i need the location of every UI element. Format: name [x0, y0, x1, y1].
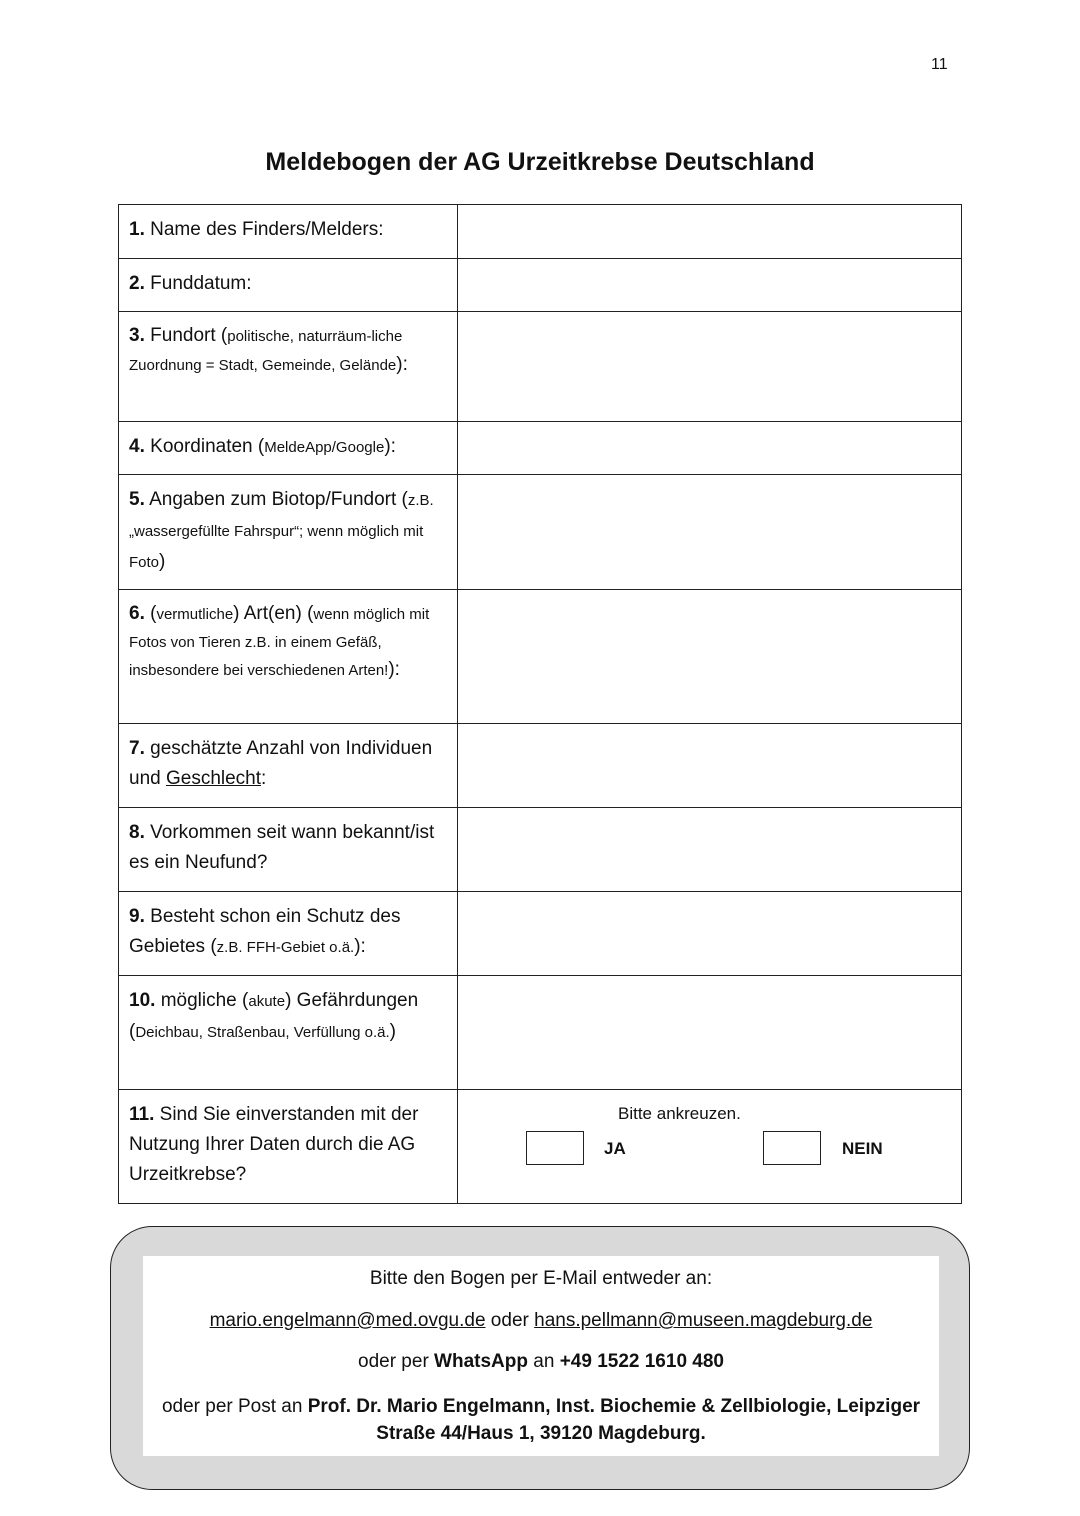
question-end: ):: [388, 659, 400, 680]
question-end: :: [261, 768, 267, 789]
occurrence-answer-field[interactable]: [458, 808, 962, 892]
question-note: z.B. „wassergefüllte Fahrspur“; wenn möglich mit Foto: [129, 492, 434, 571]
contact-whatsapp: [143, 1352, 939, 1371]
whatsapp-pre: oder per: [358, 1351, 435, 1372]
location-answer-field[interactable]: [458, 312, 962, 422]
question-end: ): [389, 1021, 396, 1042]
species-answer-field[interactable]: [458, 590, 962, 724]
contact-or: oder: [485, 1310, 535, 1331]
question-note: akute: [248, 993, 286, 1010]
question-end: ):: [396, 354, 408, 375]
question-number: 7.: [129, 738, 145, 759]
question-note: politische, naturräum-liche Zuordnung = Stadt, Gemeinde, Gelände: [129, 328, 403, 374]
question-label: geschätzte Anzahl von Individuen und: [129, 738, 433, 789]
question-number: 1.: [129, 219, 145, 240]
form-row: [119, 422, 962, 475]
question-cell: [119, 475, 458, 590]
question-label-2: ) Gefährdungen (: [129, 990, 419, 1042]
contact-post: [143, 1393, 939, 1447]
coordinates-answer-field[interactable]: [458, 422, 962, 475]
form-row: [119, 892, 962, 976]
form-row: [119, 976, 962, 1090]
question-cell: [119, 976, 458, 1090]
question-cell: [119, 312, 458, 422]
contact-emails: [143, 1311, 939, 1330]
question-cell: [119, 590, 458, 724]
question-label: Name des Finders/Melders:: [150, 219, 384, 240]
consent-cell: [458, 1090, 962, 1204]
question-number: 6.: [129, 603, 145, 624]
question-number: 4.: [129, 436, 145, 457]
question-label: mögliche (: [160, 990, 249, 1011]
question-label: Angaben zum Biotop/Fundort (: [149, 489, 408, 510]
question-label: Funddatum:: [150, 273, 252, 294]
no-label: NEIN: [842, 1139, 883, 1158]
date-answer-field[interactable]: [458, 259, 962, 312]
email-link-engelmann[interactable]: mario.engelmann@med.ovgu.de: [209, 1310, 486, 1331]
question-label: Vorkommen seit wann bekannt/ist es ein Neufund?: [129, 822, 435, 873]
name-answer-field[interactable]: [458, 205, 962, 259]
email-link-pellmann[interactable]: hans.pellmann@museen.magdeburg.de: [534, 1310, 873, 1331]
no-checkbox[interactable]: [763, 1131, 821, 1165]
question-cell: [119, 892, 458, 976]
question-pre: (: [150, 603, 157, 624]
question-label: Besteht schon ein Schutz des Gebietes (: [129, 906, 401, 957]
question-number: 5.: [129, 489, 145, 510]
question-number: 3.: [129, 325, 145, 346]
post-pre: oder per Post an: [161, 1396, 308, 1417]
contact-panel: [143, 1256, 939, 1456]
whatsapp-label: WhatsApp: [434, 1351, 528, 1372]
form-title: Meldebogen der AG Urzeitkrebse Deutschland: [265, 148, 815, 176]
question-label: ) Art(en) (: [233, 603, 314, 624]
count-answer-field[interactable]: [458, 724, 962, 808]
question-number: 11.: [129, 1104, 155, 1125]
question-cell: [119, 1090, 458, 1204]
question-note: wenn möglich mit Fotos von Tieren z.B. in einem Gefäß, insbesondere bei verschiedenen Arten!: [129, 606, 430, 679]
form-row: [119, 1090, 962, 1204]
question-cell: [119, 422, 458, 475]
page-number: 11: [931, 56, 948, 73]
consent-hint: Bitte ankreuzen.: [618, 1104, 741, 1123]
yes-label: JA: [604, 1139, 626, 1158]
yes-checkbox[interactable]: [526, 1131, 584, 1165]
question-end: ):: [384, 436, 396, 457]
question-end: ):: [354, 936, 366, 957]
question-number: 8.: [129, 822, 145, 843]
question-note: MeldeApp/Google: [264, 439, 385, 456]
contact-intro: Bitte den Bogen per E-Mail entweder an:: [369, 1268, 713, 1289]
question-cell: [119, 724, 458, 808]
protection-answer-field[interactable]: [458, 892, 962, 976]
question-note: z.B. FFH-Gebiet o.ä.: [216, 939, 355, 956]
question-pre-note: vermutliche: [156, 606, 234, 623]
question-label: Koordinaten (: [150, 436, 265, 457]
form-row: [119, 808, 962, 892]
biotope-answer-field[interactable]: [458, 475, 962, 590]
form-row: [119, 312, 962, 422]
report-form-table: [118, 204, 962, 1204]
question-note-2: Deichbau, Straßenbau, Verfüllung o.ä.: [135, 1024, 390, 1041]
form-row: [119, 724, 962, 808]
form-row: [119, 590, 962, 724]
form-row: [119, 205, 962, 259]
question-label: Sind Sie einverstanden mit der Nutzung Ihrer Daten durch die AG Urzeitkrebse?: [129, 1104, 419, 1185]
postal-address: Prof. Dr. Mario Engelmann, Inst. Biochemie & Zellbiologie, Leipziger Straße 44/Haus 1, 39120 Magdeburg.: [307, 1396, 921, 1444]
contact-box: [110, 1226, 970, 1490]
whatsapp-mid: an: [527, 1351, 560, 1372]
question-end: ): [159, 551, 166, 572]
question-number: 9.: [129, 906, 145, 927]
question-number: 2.: [129, 273, 145, 294]
question-number: 10.: [129, 990, 156, 1011]
form-row: [119, 259, 962, 312]
question-cell: [119, 205, 458, 259]
question-underlined: Geschlecht: [165, 768, 262, 789]
form-row: [119, 475, 962, 590]
question-label: Fundort (: [150, 325, 228, 346]
question-cell: [119, 259, 458, 312]
phone-number: +49 1522 1610 480: [559, 1351, 724, 1372]
question-cell: [119, 808, 458, 892]
threats-answer-field[interactable]: [458, 976, 962, 1090]
